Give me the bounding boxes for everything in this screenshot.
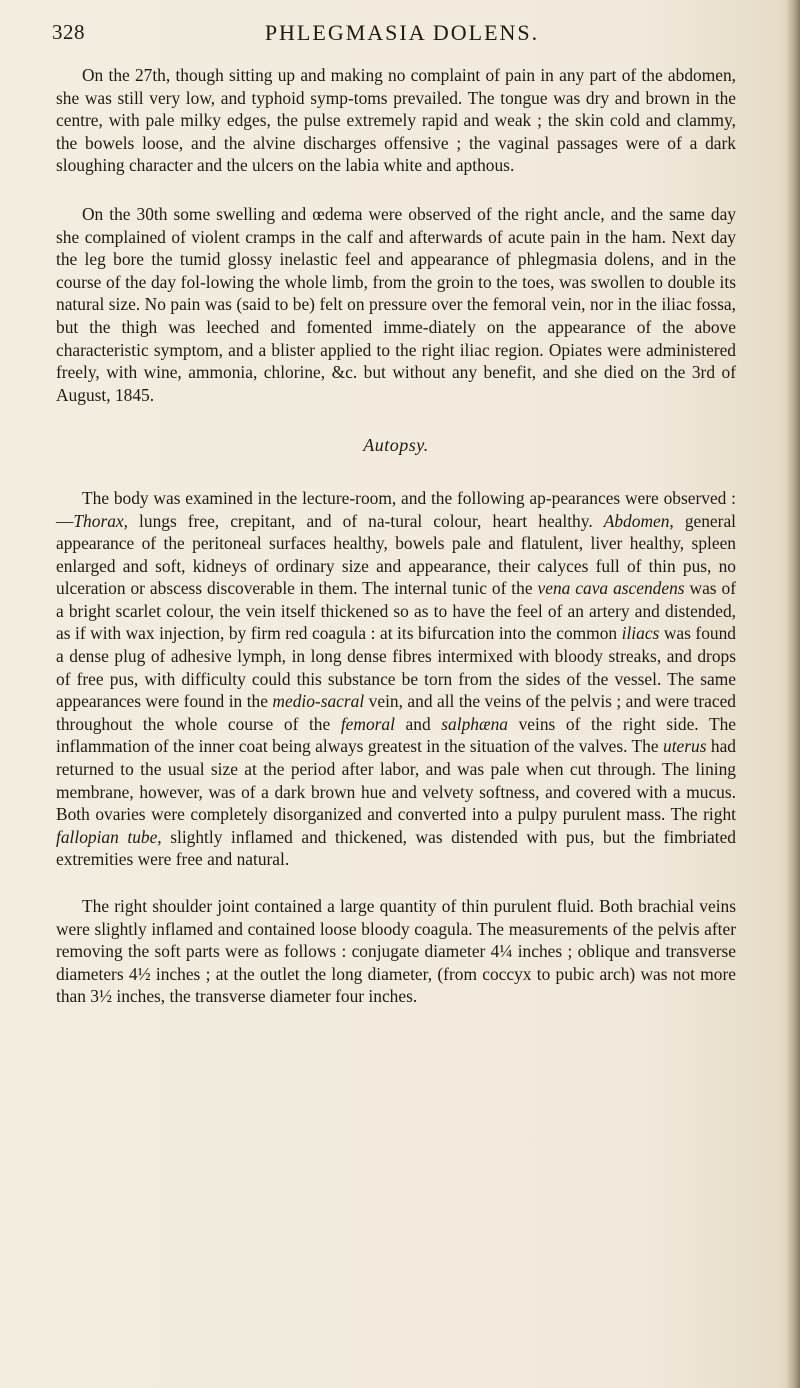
term-fallopian-tube: fallopian tube, [56, 826, 162, 847]
term-medio-sacral: medio-sacral [272, 691, 365, 712]
term-femoral: femoral [340, 713, 395, 734]
paragraph-measurements: The right shoulder joint contained a large quantity of thin purulent fluid. Both brachial veins were slightly inflamed and contained loose bloody coagula. The measurements of the pelvis after removing the soft parts were as follows : conjugate diameter 4¼ inches ; oblique and transverse diameters 4½ inches ; at the outlet the long diameter, (from coccyx to pubic arch) was not more than 3½ inches, the transverse diameter four inches. [56, 896, 736, 1007]
page-number: 328 [52, 20, 85, 44]
term-thorax: Thorax, [73, 510, 128, 531]
running-head: PHLEGMASIA DOLENS. [264, 20, 540, 45]
paragraph-27th: On the 27th, though sitting up and making no complaint of pain in any part of the abdomen, she was still very low, and typhoid symp-toms prevailed. The tongue was dry and brown in the centre, with pale milky edges, the pulse extremely rapid and weak ; the skin cold and clammy, the bowels loose, and the alvine discharges offensive ; the vaginal passages were of a dark sloughing character and the ulcers on the labia white and apthous. [56, 65, 736, 176]
term-uterus: uterus [663, 736, 707, 757]
term-salphaena: salphæna [441, 713, 508, 734]
text-run: veins of the right side. The inflammation of the inner coat being always greatest in the situation of the valves. The [56, 713, 736, 757]
text-run: had returned to the usual size at the period after labor, and was pale when cut through. The lining membrane, however, was of a dark brown hue and velvety softness, and covered with a mucus. Both ovaries were completely disorganized and converted into a pulpy purulent mass. The right [56, 736, 736, 825]
term-abdomen: Abdomen, [603, 510, 674, 531]
text-run: was of a bright scarlet colour, the vein itself thickened so as to have the feel of an artery and distended, as if with wax injection, by firm red coagula : at its bifurcation into the common [56, 578, 736, 644]
text-run: was found a dense plug of adhesive lymph, in long dense fibres intermixed with bloody streaks, and drops of free pus, with difficulty could this substance be torn from the sides of the vessel. The same appearances were found in the [56, 623, 736, 712]
text-run: and [394, 713, 442, 734]
section-heading-autopsy: Autopsy. [363, 435, 429, 456]
text-run: lungs free, crepitant, and of na-tural colour, heart healthy. [127, 510, 604, 531]
text-run: slightly inflamed and thickened, was distended with pus, but the fimbriated extremities were free and natural. [56, 826, 736, 870]
text-run: vein, and all the veins of the pelvis ; and were traced throughout the whole course of the [56, 691, 736, 734]
term-iliacs: iliacs [621, 623, 660, 644]
page-edge-shadow [786, 0, 800, 1388]
paragraph-30th: On the 30th some swelling and œdema were observed of the right ancle, and the same day she complained of violent cramps in the calf and afterwards of acute pain in the ham. Next day the leg bore the tumid glossy inelastic feel and appearance of phlegmasia dolens, and in the course of the day fol-lowing the whole limb, from the groin to the toes, was swollen to double its natural size. No pain was (said to be) felt on pressure over the femoral vein, nor in the iliac fossa, but the thigh was leeched and fomented imme-diately on the appearance of the above characteristic symptom, and a blister applied to the right iliac region. Opiates were administered freely, with wine, ammonia, chlorine, &c. but without any benefit, and she died on the 3rd of August, 1845. [56, 203, 736, 405]
page-body [56, 64, 736, 1028]
page-header [52, 20, 752, 50]
text-run: general appearance of the peritoneal surfaces healthy, bowels pale and flatulent, liver healthy, spleen enlarged and soft, kidneys of ordinary size and appearance, their calyces full of thin pus, no ulceration or abscess discoverable in them. The internal tunic of the [56, 510, 736, 599]
paragraph-autopsy [56, 487, 736, 871]
term-vena-cava: vena cava ascendens [537, 578, 685, 599]
text-run: The body was examined in the lecture-room, and the following ap-pearances were observed :— [56, 487, 736, 531]
